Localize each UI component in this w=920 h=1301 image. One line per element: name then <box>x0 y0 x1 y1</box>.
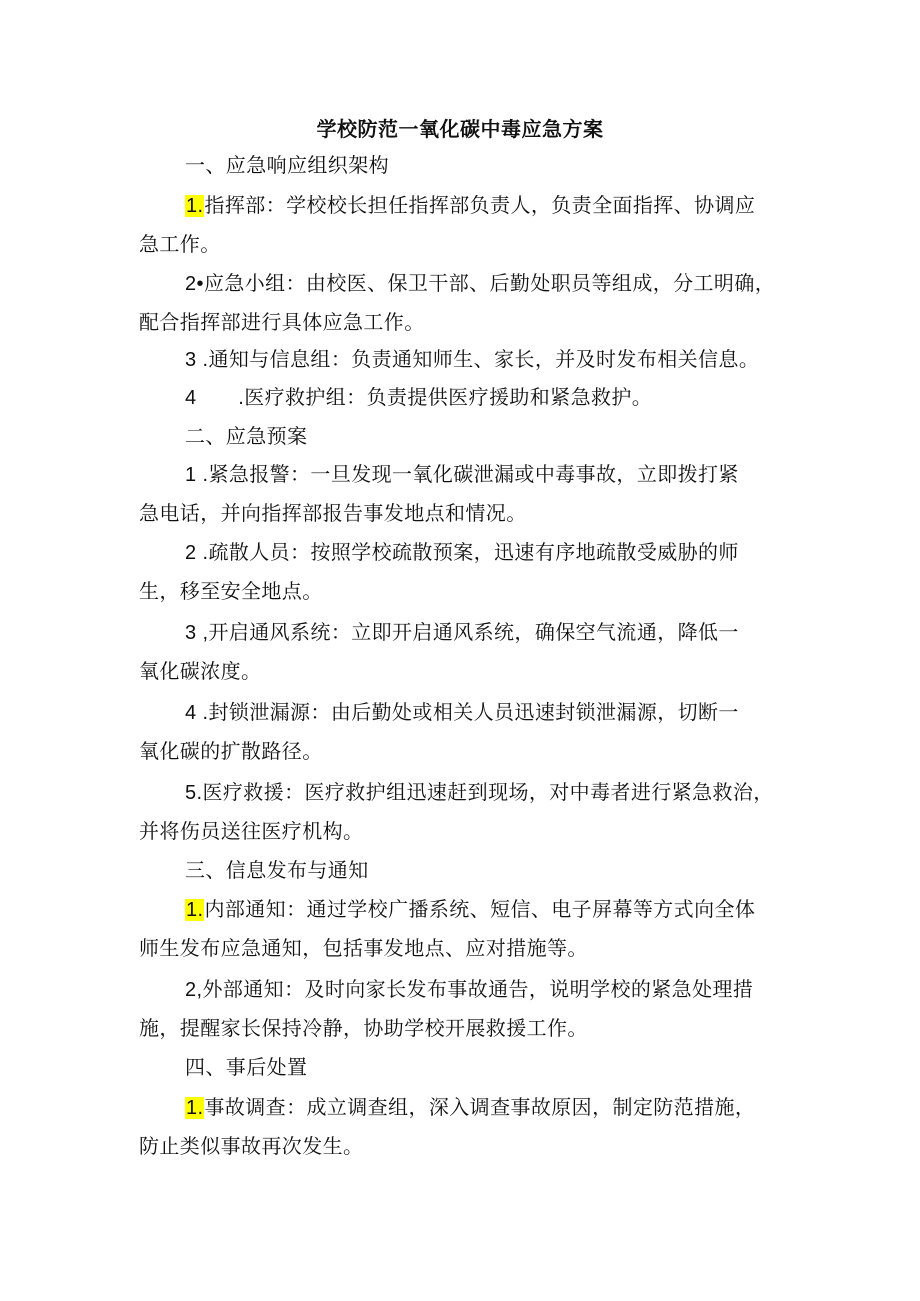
list-item <box>0 190 920 221</box>
list-item <box>0 537 920 568</box>
list-item <box>0 617 920 648</box>
item-number: 2, <box>185 979 203 1001</box>
item-text: 医疗救援：医疗救护组迅速赶到现场，对中毒者进行紧急救治， <box>202 780 774 804</box>
item-number: 1. <box>186 195 204 217</box>
section-heading-4: 四、事后处置 <box>185 1055 308 1079</box>
item-text: 内部通知：通过学校广播系统、短信、电子屏幕等方式向全体 <box>204 897 756 921</box>
list-item <box>0 894 920 925</box>
item-text: 紧急报警：一旦发现一氧化碳泄漏或中毒事故，立即拨打紧 <box>208 462 739 486</box>
list-item-continuation: 生，移至安全地点。 <box>139 579 323 603</box>
list-item-continuation: 师生发布应急通知，包括事发地点、应对措施等。 <box>139 936 588 960</box>
item-number: 4 . <box>185 702 209 724</box>
list-item <box>0 697 920 728</box>
list-item-continuation: 氧化碳浓度。 <box>139 659 262 683</box>
section-heading-2: 二、应急预案 <box>185 424 308 448</box>
item-number: 4 . <box>185 387 245 409</box>
list-item <box>0 382 920 413</box>
list-item <box>0 777 920 808</box>
list-item-continuation: 并将伤员送往医疗机构。 <box>139 819 364 843</box>
document-title: 学校防范一氧化碳中毒应急方案 <box>316 117 604 141</box>
list-item-continuation: 施，提醒家长保持冷静，协助学校开展救援工作。 <box>139 1016 588 1040</box>
item-text: 外部通知：及时向家长发布事故通告，说明学校的紧急处理措 <box>202 977 754 1001</box>
item-text: 指挥部：学校校长担任指挥部负责人，负责全面指挥、协调应 <box>204 193 756 217</box>
item-number: 3 , <box>185 622 209 644</box>
list-item <box>0 974 920 1005</box>
section-heading-1: 一、应急响应组织架构 <box>185 153 389 177</box>
list-item <box>0 344 920 375</box>
item-text: 应急小组：由校医、保卫干部、后勤处职员等组成，分工明确， <box>203 271 776 295</box>
list-item <box>0 268 920 299</box>
list-item-continuation: 配合指挥部进行具体应急工作。 <box>139 310 425 334</box>
list-item-continuation: 急工作。 <box>139 232 221 256</box>
list-item <box>0 1092 920 1123</box>
list-item-continuation: 急电话，并向指挥部报告事发地点和情况。 <box>139 501 527 525</box>
item-number: 3 . <box>185 349 209 371</box>
item-number: 2 . <box>185 542 209 564</box>
list-item <box>0 459 920 490</box>
item-text: 疏散人员：按照学校疏散预案，迅速有序地疏散受威胁的师 <box>208 540 739 564</box>
item-text: 医疗救护组：负责提供医疗援助和紧急救护。 <box>244 385 653 409</box>
item-text: 通知与信息组：负责通知师生、家长，并及时发布相关信息。 <box>208 347 760 371</box>
item-number: 1 . <box>185 464 209 486</box>
list-item-continuation: 氧化碳的扩散路径。 <box>139 739 323 763</box>
item-number: 5. <box>185 782 203 804</box>
item-text: 封锁泄漏源：由后勤处或相关人员迅速封锁泄漏源，切断一 <box>208 700 739 724</box>
item-number: 1. <box>186 899 204 921</box>
item-text: 事故调查：成立调查组，深入调查事故原因，制定防范措施， <box>204 1095 756 1119</box>
section-heading-3: 三、信息发布与通知 <box>185 858 369 882</box>
item-text: 开启通风系统：立即开启通风系统，确保空气流通，降低一 <box>208 620 739 644</box>
item-number: 2• <box>185 273 204 295</box>
item-number: 1. <box>186 1097 204 1119</box>
list-item-continuation: 防止类似事故再次发生。 <box>139 1134 364 1158</box>
